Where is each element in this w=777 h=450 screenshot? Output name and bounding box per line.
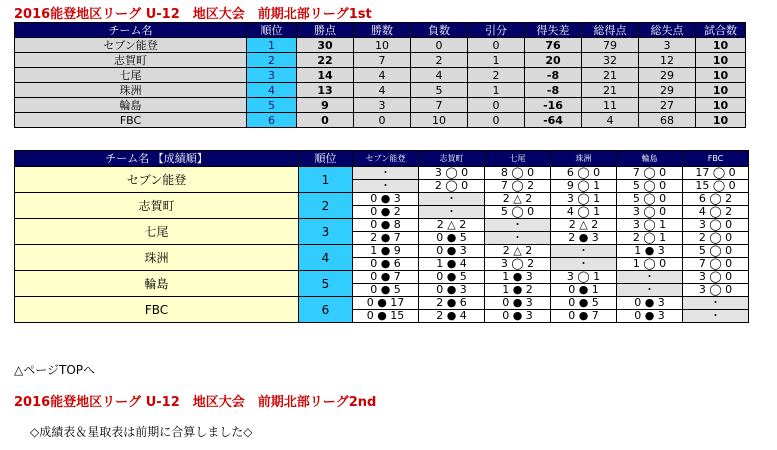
- standings-cell-points: 14: [297, 68, 354, 83]
- standings-cell-losses: 10: [411, 113, 468, 128]
- standings-row: [15, 83, 746, 98]
- standings-cell-losses: 7: [411, 98, 468, 113]
- match-result-cell: 5 ◯ 0: [683, 245, 749, 258]
- standings-cell-wins: 0: [354, 113, 411, 128]
- col-team-name: チーム名: [15, 23, 247, 38]
- cross-row: [15, 219, 749, 232]
- match-result-cell: 0 ● 5: [551, 297, 617, 310]
- col-games: 試合数: [696, 23, 746, 38]
- match-result-cell: 8 ◯ 0: [485, 167, 551, 180]
- standings-cell-points: 9: [297, 98, 354, 113]
- match-result-cell: 1 ● 2: [485, 284, 551, 297]
- standings-cell-goals-for: 32: [582, 53, 639, 68]
- standings-cell-wins: 3: [354, 98, 411, 113]
- match-result-cell: 2 △ 2: [419, 219, 485, 232]
- standings-cell-team-name: 輪島: [15, 98, 247, 113]
- cross-col-team: チーム名 【成績順】: [15, 151, 299, 167]
- cross-row: [15, 245, 749, 258]
- match-result-cell: 3 ◯ 0: [419, 167, 485, 180]
- standings-cell-draws: 1: [468, 53, 525, 68]
- cross-team-name: 珠洲: [15, 245, 299, 271]
- match-result-cell: 0 ● 3: [419, 284, 485, 297]
- col-draws: 引分: [468, 23, 525, 38]
- cross-team-rank: 2: [299, 193, 353, 219]
- cross-col-team-6: FBC: [683, 151, 749, 167]
- cross-self-cell: ・: [419, 206, 485, 219]
- standings-cell-goals-for: 79: [582, 38, 639, 53]
- standings-cell-goals-against: 68: [639, 113, 696, 128]
- cross-self-cell: ・: [683, 297, 749, 310]
- col-losses: 負数: [411, 23, 468, 38]
- match-result-cell: 1 ● 4: [419, 258, 485, 271]
- match-result-cell: 2 △ 2: [485, 193, 551, 206]
- match-result-cell: 4 ◯ 2: [683, 206, 749, 219]
- cross-self-cell: ・: [419, 193, 485, 206]
- match-result-cell: 0 ● 5: [353, 284, 419, 297]
- standings-cell-goal-diff: -8: [525, 83, 582, 98]
- page-top-link[interactable]: △ページTOPへ: [14, 363, 96, 377]
- cross-self-cell: ・: [485, 219, 551, 232]
- standings-cell-wins: 4: [354, 83, 411, 98]
- cross-row: [15, 193, 749, 206]
- cross-col-team-5: 輪島: [617, 151, 683, 167]
- match-result-cell: 0 ● 3: [617, 310, 683, 323]
- match-result-cell: 0 ● 17: [353, 297, 419, 310]
- match-result-cell: 5 ◯ 0: [617, 193, 683, 206]
- standings-cell-goals-for: 21: [582, 68, 639, 83]
- standings-cell-team-name: 志賀町: [15, 53, 247, 68]
- cross-col-team-2: 志賀町: [419, 151, 485, 167]
- match-result-cell: 1 ● 9: [353, 245, 419, 258]
- standings-cell-losses: 5: [411, 83, 468, 98]
- standings-cell-rank: 5: [247, 98, 297, 113]
- standings-cell-goal-diff: -8: [525, 68, 582, 83]
- standings-cell-games: 10: [696, 83, 746, 98]
- cross-row: [15, 271, 749, 284]
- match-result-cell: 6 ◯ 0: [551, 167, 617, 180]
- match-result-cell: 0 ● 15: [353, 310, 419, 323]
- results-cross-table: [14, 150, 749, 323]
- match-result-cell: 0 ● 3: [485, 310, 551, 323]
- standings-row: [15, 98, 746, 113]
- cross-team-name: 輪島: [15, 271, 299, 297]
- match-result-cell: 4 ◯ 1: [551, 206, 617, 219]
- match-result-cell: 5 ◯ 0: [617, 180, 683, 193]
- standings-cell-games: 10: [696, 68, 746, 83]
- col-goals-for: 総得点: [582, 23, 639, 38]
- match-result-cell: 0 ● 5: [419, 271, 485, 284]
- standings-cell-goals-against: 27: [639, 98, 696, 113]
- match-result-cell: 3 ◯ 0: [617, 206, 683, 219]
- match-result-cell: 1 ◯ 0: [617, 258, 683, 271]
- match-result-cell: 3 ◯ 0: [683, 271, 749, 284]
- cross-team-rank: 6: [299, 297, 353, 323]
- standings-cell-points: 13: [297, 83, 354, 98]
- standings-cell-goals-against: 29: [639, 68, 696, 83]
- standings-cell-goal-diff: -16: [525, 98, 582, 113]
- match-result-cell: 3 ◯ 1: [551, 193, 617, 206]
- match-result-cell: 3 ◯ 1: [551, 271, 617, 284]
- cross-row: [15, 297, 749, 310]
- cross-self-cell: ・: [617, 271, 683, 284]
- col-goal-diff: 得失差: [525, 23, 582, 38]
- cross-team-rank: 3: [299, 219, 353, 245]
- standings-cell-team-name: 七尾: [15, 68, 247, 83]
- match-result-cell: 0 ● 3: [617, 297, 683, 310]
- standings-cell-games: 10: [696, 53, 746, 68]
- match-result-cell: 1 ● 3: [617, 245, 683, 258]
- standings-cell-team-name: 珠洲: [15, 83, 247, 98]
- match-result-cell: 2 ◯ 0: [683, 232, 749, 245]
- match-result-cell: 0 ● 2: [353, 206, 419, 219]
- cross-header-row: [15, 151, 749, 167]
- cross-team-name: 志賀町: [15, 193, 299, 219]
- standings-cell-goal-diff: 76: [525, 38, 582, 53]
- standings-cell-points: 22: [297, 53, 354, 68]
- col-goals-against: 総失点: [639, 23, 696, 38]
- match-result-cell: 2 △ 2: [551, 219, 617, 232]
- cross-row: [15, 167, 749, 180]
- standings-cell-games: 10: [696, 38, 746, 53]
- standings-row: [15, 68, 746, 83]
- match-result-cell: 2 ● 3: [551, 232, 617, 245]
- merge-note: ◇成績表＆星取表は前期に合算しました◇: [30, 425, 253, 439]
- standings-cell-rank: 6: [247, 113, 297, 128]
- cross-col-rank: 順位: [299, 151, 353, 167]
- match-result-cell: 3 ◯ 0: [683, 219, 749, 232]
- match-result-cell: 0 ● 3: [353, 193, 419, 206]
- col-wins: 勝数: [354, 23, 411, 38]
- standings-cell-draws: 0: [468, 113, 525, 128]
- cross-self-cell: ・: [551, 245, 617, 258]
- standings-cell-games: 10: [696, 98, 746, 113]
- match-result-cell: 0 ● 1: [551, 284, 617, 297]
- match-result-cell: 9 ◯ 1: [551, 180, 617, 193]
- match-result-cell: 0 ● 8: [353, 219, 419, 232]
- standings-cell-goals-for: 11: [582, 98, 639, 113]
- cross-team-rank: 5: [299, 271, 353, 297]
- standings-cell-wins: 10: [354, 38, 411, 53]
- cross-team-rank: 1: [299, 167, 353, 193]
- cross-self-cell: ・: [353, 180, 419, 193]
- match-result-cell: 15 ◯ 0: [683, 180, 749, 193]
- col-points: 勝点: [297, 23, 354, 38]
- standings-cell-team-name: FBC: [15, 113, 247, 128]
- match-result-cell: 3 ◯ 0: [683, 284, 749, 297]
- standings-cell-goals-against: 12: [639, 53, 696, 68]
- cross-self-cell: ・: [485, 232, 551, 245]
- standings-cell-points: 0: [297, 113, 354, 128]
- league-title-1st: 2016能登地区リーグ U-12 地区大会 前期北部リーグ1st: [14, 7, 372, 22]
- match-result-cell: 0 ● 6: [353, 258, 419, 271]
- match-result-cell: 7 ◯ 0: [617, 167, 683, 180]
- standings-cell-rank: 3: [247, 68, 297, 83]
- cross-team-name: セブン能登: [15, 167, 299, 193]
- standings-cell-goal-diff: -64: [525, 113, 582, 128]
- cross-self-cell: ・: [617, 284, 683, 297]
- match-result-cell: 3 ◯ 1: [617, 219, 683, 232]
- cross-col-team-1: セブン能登: [353, 151, 419, 167]
- standings-cell-goals-for: 4: [582, 113, 639, 128]
- cross-self-cell: ・: [683, 310, 749, 323]
- cross-team-name: 七尾: [15, 219, 299, 245]
- standings-cell-rank: 1: [247, 38, 297, 53]
- match-result-cell: 7 ◯ 2: [485, 180, 551, 193]
- standings-row: [15, 113, 746, 128]
- standings-cell-goal-diff: 20: [525, 53, 582, 68]
- standings-cell-goals-for: 21: [582, 83, 639, 98]
- match-result-cell: 0 ● 7: [551, 310, 617, 323]
- standings-cell-team-name: セブン能登: [15, 38, 247, 53]
- standings-cell-points: 30: [297, 38, 354, 53]
- match-result-cell: 2 ● 6: [419, 297, 485, 310]
- standings-cell-goals-against: 29: [639, 83, 696, 98]
- cross-self-cell: ・: [551, 258, 617, 271]
- match-result-cell: 2 △ 2: [485, 245, 551, 258]
- league-title-2nd: 2016能登地区リーグ U-12 地区大会 前期北部リーグ2nd: [14, 395, 377, 410]
- standings-cell-rank: 4: [247, 83, 297, 98]
- standings-cell-losses: 0: [411, 38, 468, 53]
- match-result-cell: 3 ◯ 2: [485, 258, 551, 271]
- match-result-cell: 5 ◯ 0: [485, 206, 551, 219]
- standings-cell-goals-against: 3: [639, 38, 696, 53]
- cross-self-cell: ・: [353, 167, 419, 180]
- match-result-cell: 2 ● 4: [419, 310, 485, 323]
- standings-cell-rank: 2: [247, 53, 297, 68]
- cross-col-team-4: 珠洲: [551, 151, 617, 167]
- standings-header-row: [15, 23, 746, 38]
- standings-cell-draws: 1: [468, 83, 525, 98]
- cross-col-team-3: 七尾: [485, 151, 551, 167]
- match-result-cell: 7 ◯ 0: [683, 258, 749, 271]
- standings-cell-wins: 7: [354, 53, 411, 68]
- cross-team-name: FBC: [15, 297, 299, 323]
- standings-cell-wins: 4: [354, 68, 411, 83]
- standings-table: [14, 22, 746, 128]
- match-result-cell: 0 ● 7: [353, 271, 419, 284]
- standings-cell-draws: 0: [468, 98, 525, 113]
- standings-cell-draws: 2: [468, 68, 525, 83]
- match-result-cell: 2 ◯ 1: [617, 232, 683, 245]
- standings-row: [15, 53, 746, 68]
- match-result-cell: 0 ● 3: [485, 297, 551, 310]
- match-result-cell: 1 ● 3: [485, 271, 551, 284]
- match-result-cell: 17 ◯ 0: [683, 167, 749, 180]
- cross-team-rank: 4: [299, 245, 353, 271]
- match-result-cell: 0 ● 3: [419, 245, 485, 258]
- match-result-cell: 2 ◯ 0: [419, 180, 485, 193]
- match-result-cell: 0 ● 5: [419, 232, 485, 245]
- match-result-cell: 2 ● 7: [353, 232, 419, 245]
- standings-row: [15, 38, 746, 53]
- standings-cell-games: 10: [696, 113, 746, 128]
- col-rank: 順位: [247, 23, 297, 38]
- match-result-cell: 6 ◯ 2: [683, 193, 749, 206]
- standings-cell-losses: 4: [411, 68, 468, 83]
- standings-cell-losses: 2: [411, 53, 468, 68]
- standings-cell-draws: 0: [468, 38, 525, 53]
